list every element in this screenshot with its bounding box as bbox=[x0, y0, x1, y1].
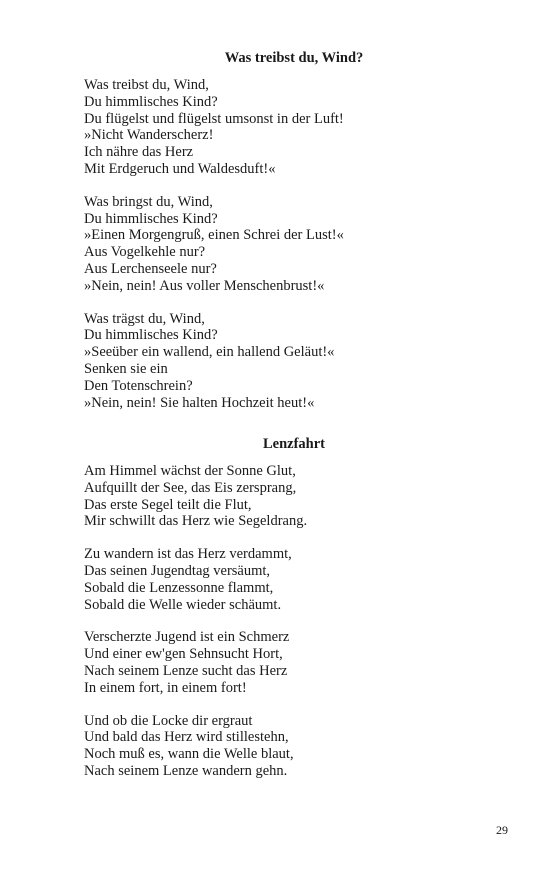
verse-line: »Nicht Wanderscherz! bbox=[84, 127, 214, 144]
verse-line: Was treibst du, Wind, bbox=[84, 77, 209, 93]
verse-line: Sobald die Welle wieder schäumt. bbox=[84, 596, 282, 613]
verse-line: Ich nähre das Herz bbox=[84, 144, 194, 161]
poem-title: Lenzfahrt bbox=[262, 436, 325, 452]
stanza bbox=[84, 463, 504, 530]
verse-line: Zu wandern ist das Herz verdammt, bbox=[84, 546, 292, 563]
verse-line: Mir schwillt das Herz wie Segeldrang. bbox=[84, 513, 308, 530]
verse-line: Aufquillt der See, das Eis zersprang, bbox=[84, 479, 297, 496]
stanza bbox=[84, 629, 504, 696]
stanza bbox=[84, 77, 504, 178]
verse-line: Was bringst du, Wind, bbox=[84, 193, 213, 210]
poem-lenzfahrt bbox=[84, 436, 504, 796]
verse-line: Das erste Segel teilt die Flut, bbox=[84, 496, 252, 513]
stanza bbox=[84, 194, 504, 295]
verse-line: Den Totenschrein? bbox=[84, 377, 193, 394]
verse-line: Sobald die Lenzessonne flammt, bbox=[84, 579, 274, 596]
verse-line: Und ob die Locke dir ergraut bbox=[84, 712, 253, 729]
verse-line: Mit Erdgeruch und Waldesduft!« bbox=[84, 160, 276, 177]
verse-line: Verscherzte Jugend ist ein Schmerz bbox=[84, 629, 290, 646]
poem-was-treibst-du-wind bbox=[84, 50, 504, 427]
poem-title: Was treibst du, Wind? bbox=[224, 50, 364, 66]
verse-line: Aus Vogelkehle nur? bbox=[84, 244, 206, 261]
verse-line: »Nein, nein! Sie halten Hochzeit heut!« bbox=[84, 394, 315, 411]
verse-line: Senken sie ein bbox=[84, 360, 168, 377]
verse-line: Du himmlisches Kind? bbox=[84, 93, 218, 110]
verse-line: Das seinen Jugendtag versäumt, bbox=[84, 562, 271, 579]
verse-line: Du flügelst und flügelst umsonst in der Luft! bbox=[84, 110, 344, 127]
verse-line: »Einen Morgengruß, einen Schrei der Lust!« bbox=[84, 227, 344, 244]
verse-line: Und einer ew'gen Sehnsucht Hort, bbox=[84, 646, 283, 663]
verse-line: In einem fort, in einem fort! bbox=[84, 679, 247, 696]
stanza bbox=[84, 546, 504, 613]
page-number: 29 bbox=[496, 823, 508, 837]
verse-line: Du himmlisches Kind? bbox=[84, 327, 218, 344]
verse-line: Du himmlisches Kind? bbox=[84, 210, 218, 227]
stanza bbox=[84, 713, 504, 780]
verse-line: Und bald das Herz wird stillestehn, bbox=[84, 729, 289, 746]
verse-line: Am Himmel wächst der Sonne Glut, bbox=[84, 463, 296, 479]
verse-line: Noch muß es, wann die Welle blaut, bbox=[84, 746, 294, 763]
stanza bbox=[84, 311, 504, 412]
verse-line: »Nein, nein! Aus voller Menschenbrust!« bbox=[84, 277, 325, 294]
verse-line: Was trägst du, Wind, bbox=[84, 310, 205, 327]
verse-line: Nach seinem Lenze wandern gehn. bbox=[84, 762, 288, 779]
verse-line: Aus Lerchenseele nur? bbox=[84, 260, 217, 277]
verse-line: »Seeüber ein wallend, ein hallend Geläut!« bbox=[84, 344, 335, 361]
verse-line: Nach seinem Lenze sucht das Herz bbox=[84, 662, 288, 679]
